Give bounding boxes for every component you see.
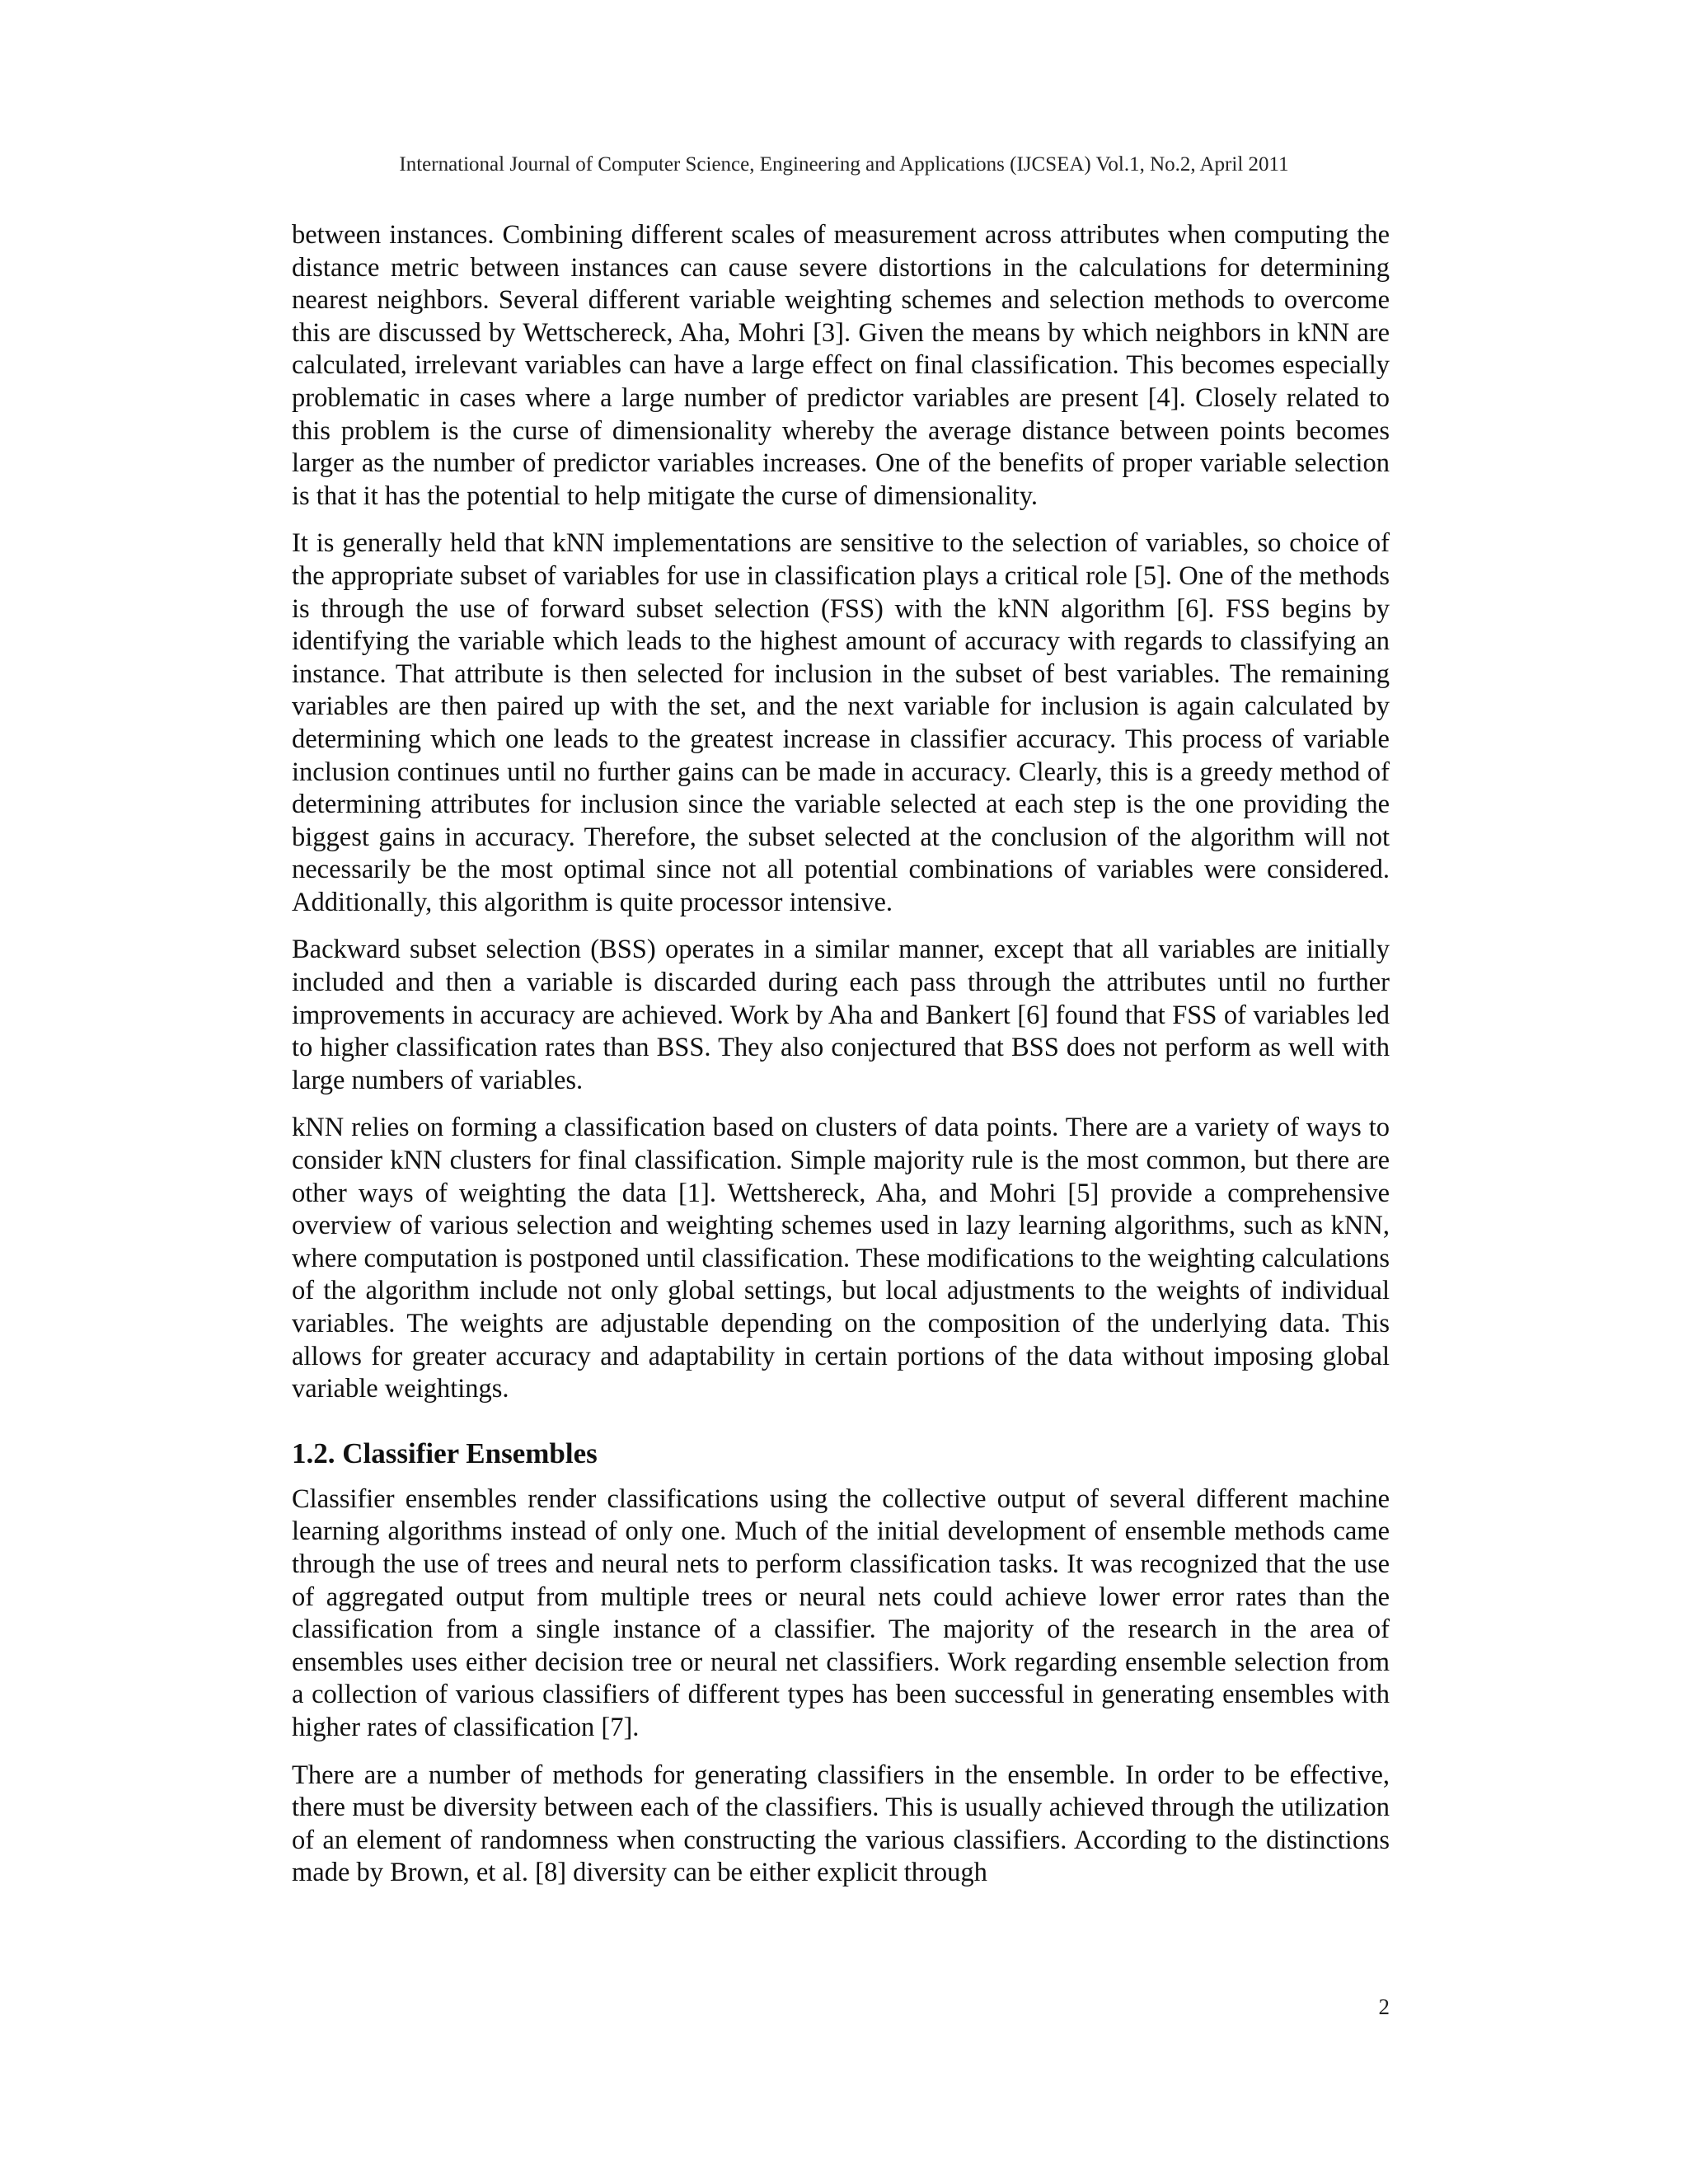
page-number: 2 xyxy=(1378,1994,1390,2019)
body-paragraph: Classifier ensembles render classifications using the collective output of several different machine learning algorithms instead of only one. Much of the initial development of ensemble methods came through the use of trees and neural nets to perform classification tasks. It was recognized that the use of aggregated output from multiple trees or neural nets could achieve lower error rates than the classification from a single instance of a classifier. The majority of the research in the area of ensembles uses either decision tree or neural net classifiers. Work regarding ensemble selection from a collection of various classifiers of different types has been successful in generating ensembles with higher rates of classification [7]. xyxy=(292,1483,1390,1742)
body-paragraph: There are a number of methods for generating classifiers in the ensemble. In order to be effective, there must be diversity between each of the classifiers. This is usually achieved through the utilization of an element of randomness when constructing the various classifiers. According to the distinctions made by Brown, et al. [8] diversity can be either explicit through xyxy=(292,1760,1390,1888)
page-body xyxy=(292,219,1390,1905)
section-heading: 1.2. Classifier Ensembles xyxy=(292,1436,598,1469)
body-paragraph: It is generally held that kNN implementations are sensitive to the selection of variables, so choice of the appropriate subset of variables for use in classification plays a critical role [5]. One of the methods is through the use of forward subset selection (FSS) with the kNN algorithm [6]. FSS begins by identifying the variable which leads to the highest amount of accuracy with regards to classifying an instance. That attribute is then selected for inclusion in the subset of best variables. The remaining variables are then paired up with the set, and the next variable for inclusion is again calculated by determining which one leads to the greatest increase in classifier accuracy. This process of variable inclusion continues until no further gains can be made in accuracy. Clearly, this is a greedy method of determining attributes for inclusion since the variable selected at each step is the one providing the biggest gains in accuracy. Therefore, the subset selected at the conclusion of the algorithm will not necessarily be the most optimal since not all potential combinations of variables were considered. Additionally, this algorithm is quite processor intensive. xyxy=(292,528,1390,917)
running-header: International Journal of Computer Science, Engineering and Applications (IJCSEA) Vol.1, No.2, April 2011 xyxy=(399,153,1289,176)
body-paragraph: between instances. Combining different scales of measurement across attributes when computing the distance metric between instances can cause severe distortions in the calculations for determining nearest neighbors. Several different variable weighting schemes and selection methods to overcome this are discussed by Wettschereck, Aha, Mohri [3]. Given the means by which neighbors in kNN are calculated, irrelevant variables can have a large effect on final classification. This becomes especially problematic in cases where a large number of predictor variables are present [4]. Closely related to this problem is the curse of dimensionality whereby the average distance between points becomes larger as the number of predictor variables increases. One of the benefits of proper variable selection is that it has the potential to help mitigate the curse of dimensionality. xyxy=(292,220,1390,511)
body-paragraph: Backward subset selection (BSS) operates in a similar manner, except that all variables are initially included and then a variable is discarded during each pass through the attributes until no further improvements in accuracy are achieved. Work by Aha and Bankert [6] found that FSS of variables led to higher classification rates than BSS. They also conjectured that BSS does not perform as well with large numbers of variables. xyxy=(292,935,1390,1095)
body-paragraph: kNN relies on forming a classification based on clusters of data points. There are a variety of ways to consider kNN clusters for final classification. Simple majority rule is the most common, but there are other ways of weighting the data [1]. Wettshereck, Aha, and Mohri [5] provide a comprehensive overview of various selection and weighting schemes used in lazy learning algorithms, such as kNN, where computation is postponed until classification. These modifications to the weighting calculations of the algorithm include not only global settings, but local adjustments to the weights of individual variables. The weights are adjustable depending on the composition of the underlying data. This allows for greater accuracy and adaptability in certain portions of the data without imposing global variable weightings. xyxy=(292,1113,1390,1404)
